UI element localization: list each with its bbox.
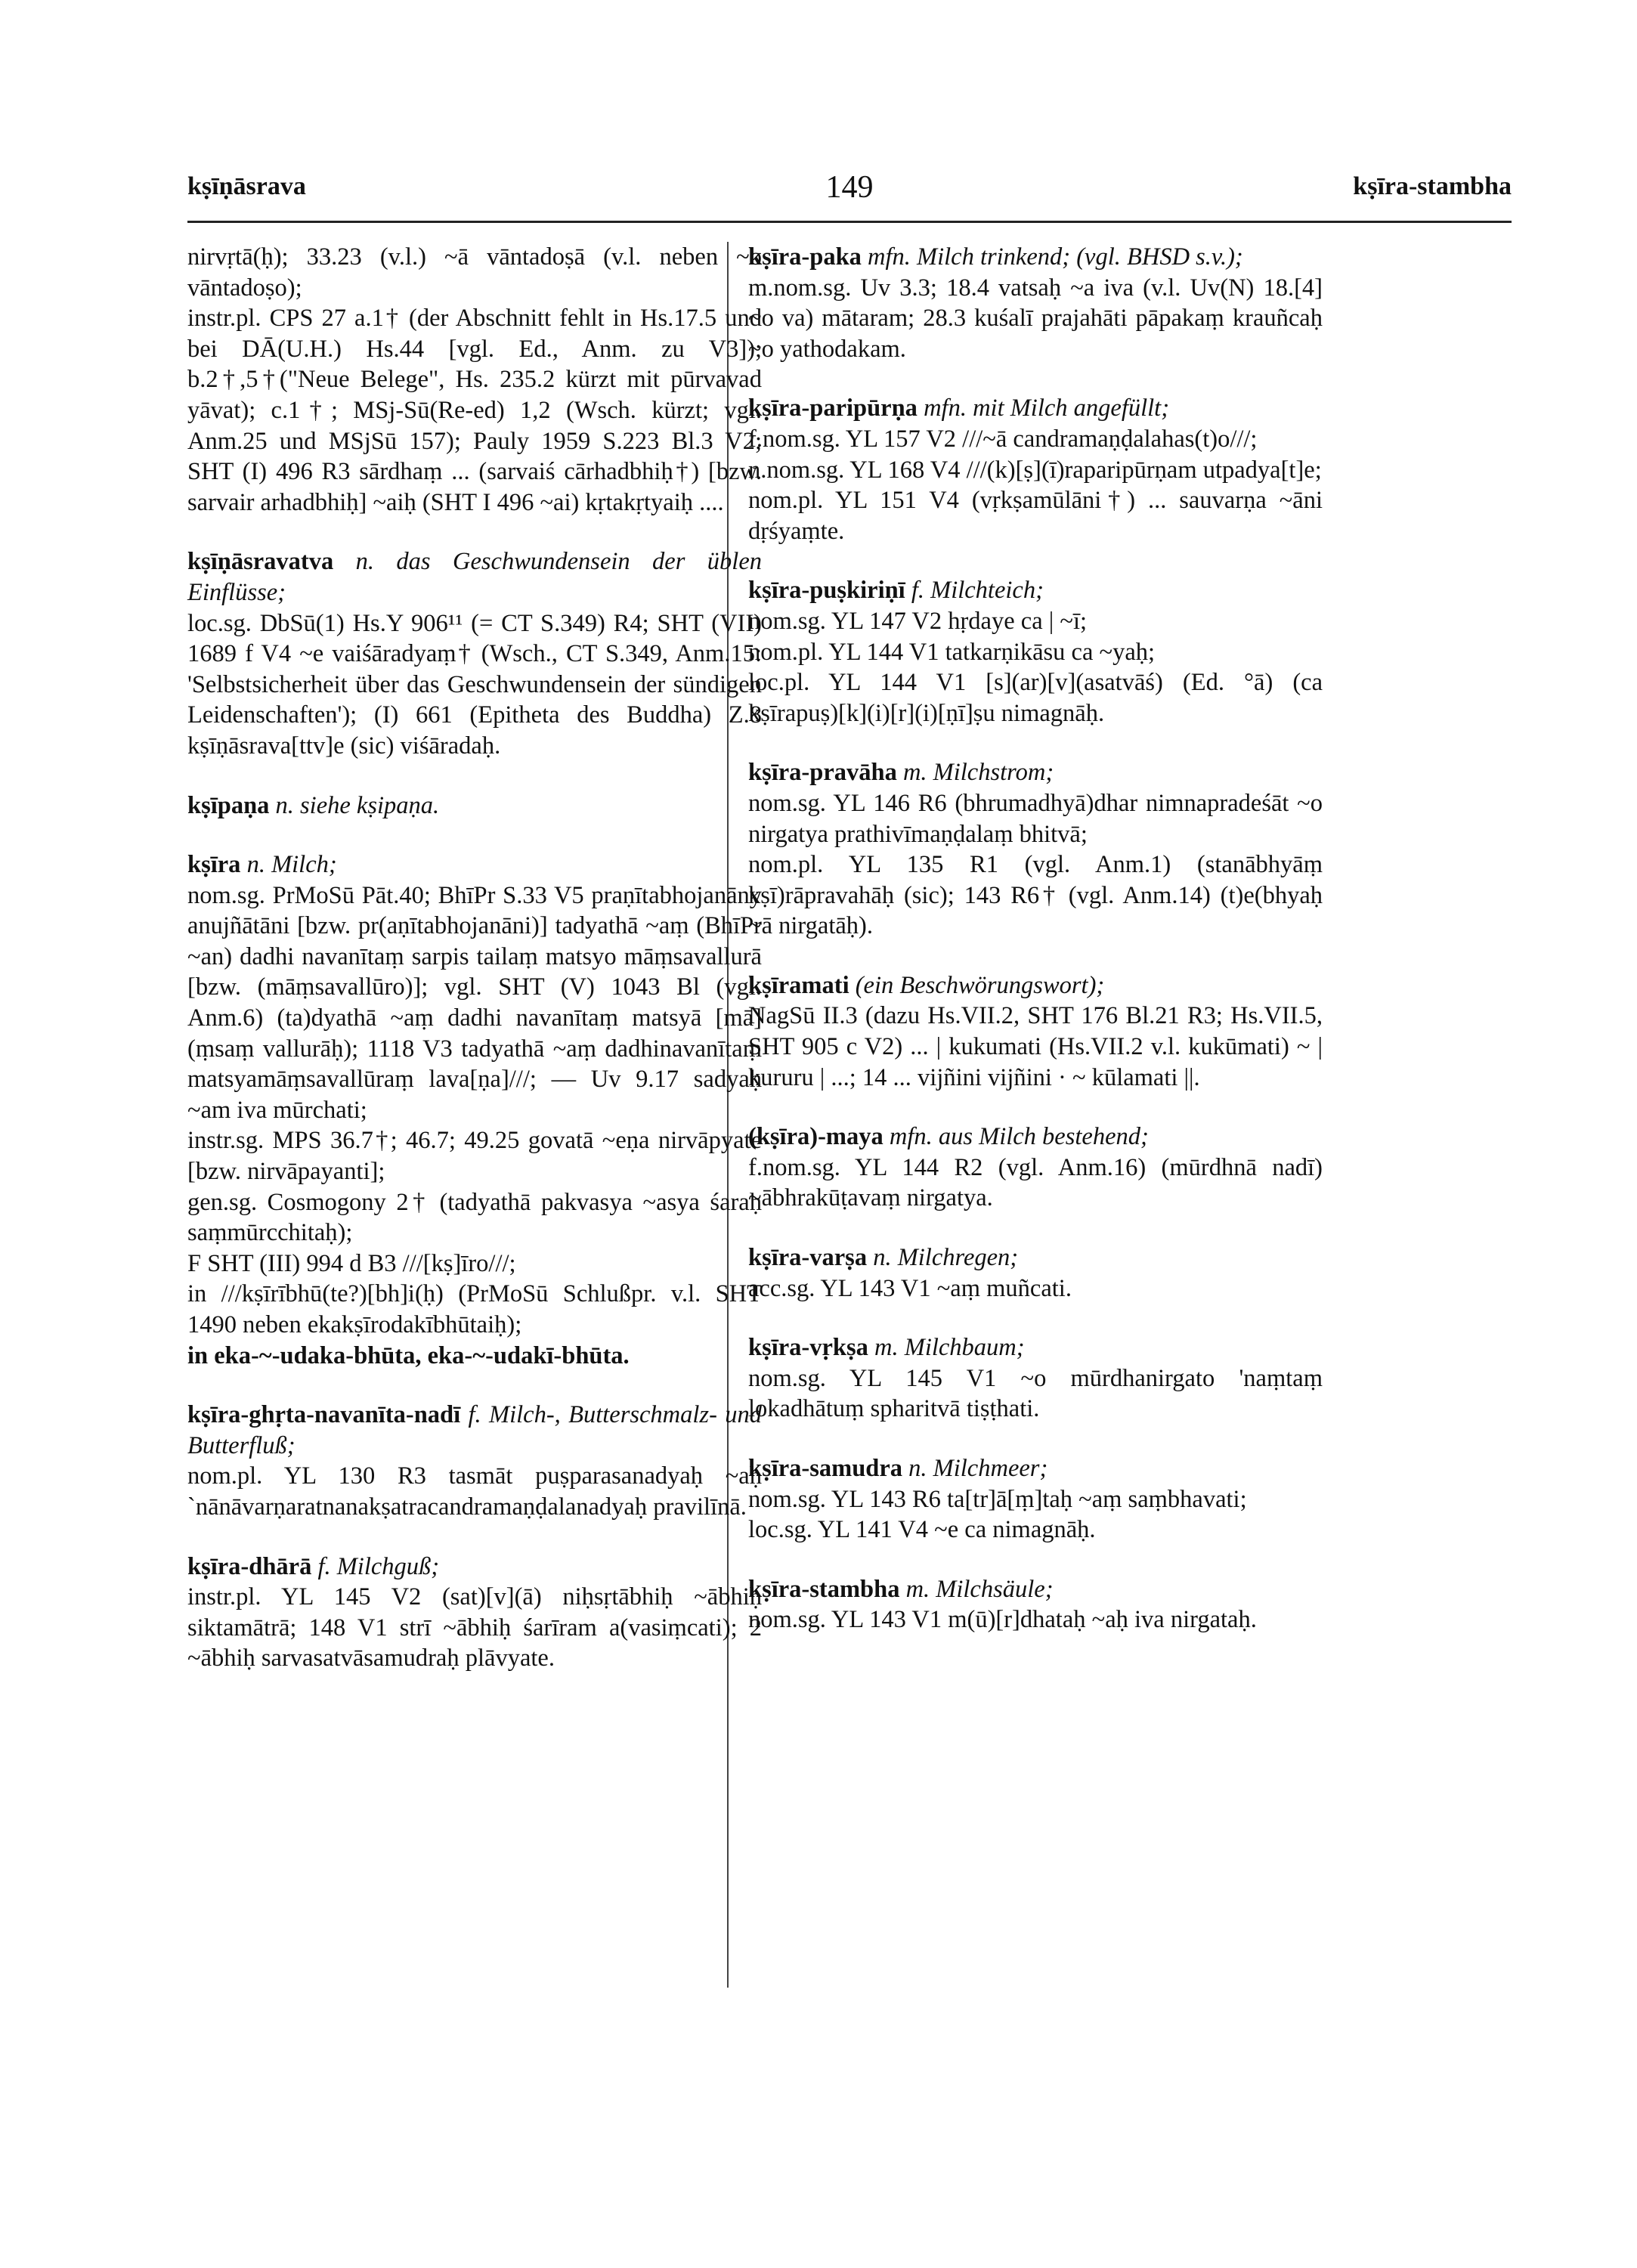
gloss: mfn. Milch trinkend; (vgl. BHSD s.v.);	[868, 243, 1243, 271]
entry-line: in eka-~-udaka-bhūta, eka-~-udakī-bhūta.	[187, 1341, 630, 1369]
gloss: m. Milchbaum;	[874, 1334, 1025, 1362]
headword: (kṣīra)-maya	[748, 1123, 883, 1151]
entry-line: nom.pl. YL 144 V1 tatkarṇikāsu ca ~yaḥ;	[748, 638, 1156, 666]
headword: kṣīra-paripūrṇa	[748, 395, 918, 422]
gloss: f. Milch-, Butterschmalz- und Butterfluß;	[187, 1401, 763, 1459]
headword: kṣīra	[187, 851, 241, 879]
entry-line: m.nom.sg. Uv 3.3; 18.4 vatsaḥ ~a iva (v.l. Uv(N) 18.[4] ~o va) mātaram; 28.3 kuśalī prajahāti pāpakaṃ krauñcaḥ ~o yathodakam.	[748, 274, 1323, 363]
headword: kṣīra-paka	[748, 243, 862, 271]
gloss: n. Milch;	[246, 851, 337, 879]
entry-line: nom.pl. YL 135 R1 (vgl. Anm.1) (stanābhyāṃ kṣī)rāpravahāḥ (sic); 143 R6† (vgl. Anm.14) (t)e(bhyaḥ ~ā nirgatāḥ).	[748, 851, 1323, 940]
entry-line: instr.sg. MPS 36.7†; 46.7; 49.25 govatā ~eṇa nirvāpyate [bzw. nirvāpayanti];	[187, 1127, 762, 1186]
entry-line: instr.pl. YL 145 V2 (sat)[v](ā) niḥsṛtābhiḥ ~ābhiḥ siktamātrā; 148 V1 strī ~ābhiḥ śarīram a(vasiṃcati); 2 ~ābhiḥ sarvasatvāsamudraḥ plāvyate.	[187, 1583, 762, 1672]
headword: kṣīra-samudra	[748, 1455, 903, 1482]
gloss: m. Milchstrom;	[902, 759, 1054, 787]
headword: kṣīra-puṣkiriṇī	[748, 577, 905, 605]
gloss: f. Milchteich;	[911, 577, 1044, 605]
headword: kṣīpaṇa	[187, 791, 270, 819]
headword: kṣīramati	[748, 971, 849, 999]
left-column	[187, 242, 762, 1703]
gloss: m. Milchsäule;	[905, 1575, 1054, 1603]
headword: kṣīṇāsravatva	[187, 548, 334, 576]
entry-line: loc.sg. DbSū(1) Hs.Y 906¹¹ (= CT S.349) R4; SHT (VII) 1689 f V4 ~e vaiśāradyaṃ† (Wsch., CT S.349, Anm.15: 'Selbstsicherheit über das Geschwundensein der sündigen Leidenschaften'); (I) 661 (Epitheta des Buddha) Z.8 kṣīṇāsrava[ttv]e (sic) viśāradaḥ.	[187, 609, 762, 760]
entry-line: nom.sg. YL 146 R6 (bhrumadhyā)dhar nimnapradeśāt ~o nirgatya prathivīmaṇḍalaṃ bhitvā;	[748, 789, 1323, 848]
dictionary-entry	[748, 970, 1323, 1093]
dictionary-entry	[187, 791, 762, 821]
dictionary-entry	[748, 1332, 1323, 1425]
gloss: n. Milchmeer;	[908, 1455, 1048, 1482]
headword: kṣīra-stambha	[748, 1575, 900, 1603]
entry-line: acc.sg. YL 143 V1 ~aṃ muñcati.	[748, 1274, 1072, 1302]
dictionary-entry	[748, 1242, 1323, 1304]
entry-line: nom.sg. YL 143 R6 ta[tr]ā[ṃ]taḥ ~aṃ saṃbhavati;	[748, 1485, 1247, 1513]
dictionary-entry	[748, 393, 1323, 546]
dictionary-entry	[748, 242, 1323, 364]
running-head-right: kṣīra-stambha	[1353, 172, 1512, 200]
gloss: (ein Beschwörungswort);	[855, 971, 1105, 999]
headword: kṣīra-pravāha	[748, 759, 897, 787]
entry-line: loc.sg. YL 141 V4 ~e ca nimagnāḥ.	[748, 1516, 1096, 1544]
dictionary-entry	[187, 1552, 762, 1674]
entry-line: nom.sg. YL 147 V2 hṛdaye ca | ~ī;	[748, 607, 1088, 635]
entry-line: nom.sg. YL 143 V1 m(ū)[r]dhataḥ ~aḥ iva nirgataḥ.	[748, 1606, 1257, 1634]
entry-line: nom.pl. YL 151 V4 (vṛkṣamūlāni†) ... sauvarṇa ~āni dṛśyaṃte.	[748, 487, 1323, 545]
dictionary-entry	[748, 757, 1323, 942]
entry-line: nom.sg. YL 145 V1 ~o mūrdhanirgato 'naṃtaṃ lokadhātuṃ spharitvā tiṣṭhati.	[748, 1364, 1323, 1423]
gloss: mfn. mit Milch angefüllt;	[924, 395, 1170, 422]
entry-line: nom.sg. PrMoSū Pāt.40; BhīPr S.33 V5 praṇītabhojanāny anujñātāni [bzw. pr(aṇītabhojanāni)] tadyathā ~aṃ (BhīPr ~an) dadhi navanītaṃ sarpis tailaṃ matsyo māṃsavallurā [bzw. (māṃsavallūro)]; vgl. SHT (V) 1043 Bl (vgl. Anm.6) (ta)dyathā ~aṃ dadhi navanītaṃ matsyā [mā](ṃsaṃ vallurāḥ); 1118 V3 tadyathā ~aṃ dadhinavanītaṃ matsyamāṃsavallūraṃ lava[ṇa]///; — Uv 9.17 sadyaḥ ~am iva mūrchati;	[187, 881, 762, 1124]
entry-line: in ///kṣīrībhū(te?)[bh]i(ḥ) (PrMoSū Schlußpr. v.l. SHT 1490 neben ekakṣīrodakībhūtaiḥ);	[187, 1280, 762, 1338]
entry-line: F SHT (III) 994 d B3 ///[kṣ]īro///;	[187, 1249, 516, 1277]
dictionary-entry	[748, 1574, 1323, 1635]
page-header	[187, 172, 1512, 210]
entry-line: f.nom.sg. YL 144 R2 (vgl. Anm.16) (mūrdhnā nadī) ~ābhrakūṭavaṃ nirgatya.	[748, 1153, 1323, 1212]
dictionary-entry	[187, 1400, 762, 1522]
headword: kṣīra-ghṛta-navanīta-nadī	[187, 1401, 461, 1429]
entry-line: gen.sg. Cosmogony 2† (tadyathā pakvasya ~asya śaraḥ saṃmūrcchitaḥ);	[187, 1188, 762, 1247]
entry-line: instr.pl. CPS 27 a.1† (der Abschnitt fehlt in Hs.17.5 und bei DĀ(U.H.) Hs.44 [vgl. Ed., Anm. zu V3]); b.2†,5†("Neue Belege", Hs. 235.2 kürzt mit pūrvavad yāvat); c.1†; MSj-Sū(Re-ed) 1,2 (Wsch. kürzt; vgl. Anm.25 und MSjSū 157); Pauly 1959 S.223 Bl.3 V2; SHT (I) 496 R3 sārdhaṃ ... (sarvaiś cārhadbhiḥ†) [bzw. sarvair arhadbhiḥ] ~aiḥ (SHT I 496 ~ai) kṛtakṛtyaiḥ ....	[187, 305, 762, 516]
headword: kṣīra-vṛkṣa	[748, 1334, 868, 1362]
dictionary-entry	[748, 1453, 1323, 1546]
entry-line: n.nom.sg. YL 168 V4 ///(k)[ṣ](ī)raparipūrṇam utpadya[t]e;	[748, 456, 1322, 484]
dictionary-entry	[187, 849, 762, 1371]
entry-line: nom.pl. YL 130 R3 tasmāt puṣparasanadyaḥ ~aḥ `nānāvarṇaratnanakṣatracandramaṇḍalanadyaḥ pravilīnā.	[187, 1462, 762, 1521]
dictionary-entry	[187, 242, 762, 518]
gloss: n. siehe kṣipaṇa.	[275, 791, 440, 819]
dictionary-entry	[748, 1122, 1323, 1214]
dictionary-entry	[748, 575, 1323, 729]
gloss: n. Milchregen;	[873, 1244, 1019, 1272]
right-column	[748, 242, 1323, 1664]
headword: kṣīra-varṣa	[748, 1244, 868, 1272]
gloss: n. das Geschwundensein der üblen Einflüsse;	[187, 548, 762, 606]
gloss: f. Milchguß;	[317, 1552, 440, 1580]
dictionary-entry	[187, 546, 762, 761]
entry-line: f.nom.sg. YL 157 V2 ///~ā candramaṇḍalahas(t)o///;	[748, 425, 1258, 453]
headword: kṣīra-dhārā	[187, 1552, 312, 1580]
entry-line: NagSū II.3 (dazu Hs.VII.2, SHT 176 Bl.21 R3; Hs.VII.5, SHT 905 c V2) ... | kukumati (Hs.VII.2 v.l. kukūmati) ~ | kururu | ...; 14 ... vijñini vijñini · ~ kūlamati ||.	[748, 1002, 1323, 1091]
page-number: 149	[825, 170, 874, 205]
entry-line: nirvṛtā(ḥ); 33.23 (v.l.) ~ā vāntadoṣā (v.l. neben ~o vāntadoṣo);	[187, 243, 762, 302]
entry-line: loc.pl. YL 144 V1 [s](ar)[v](asatvāś) (Ed. °ā) (ca kṣīrapuṣ)[k](i)[r](i)[ṇī]ṣu nimagnāḥ.	[748, 669, 1323, 727]
header-rule	[187, 221, 1512, 223]
gloss: mfn. aus Milch bestehend;	[889, 1123, 1149, 1151]
running-head-left: kṣīṇāsrava	[187, 172, 306, 200]
